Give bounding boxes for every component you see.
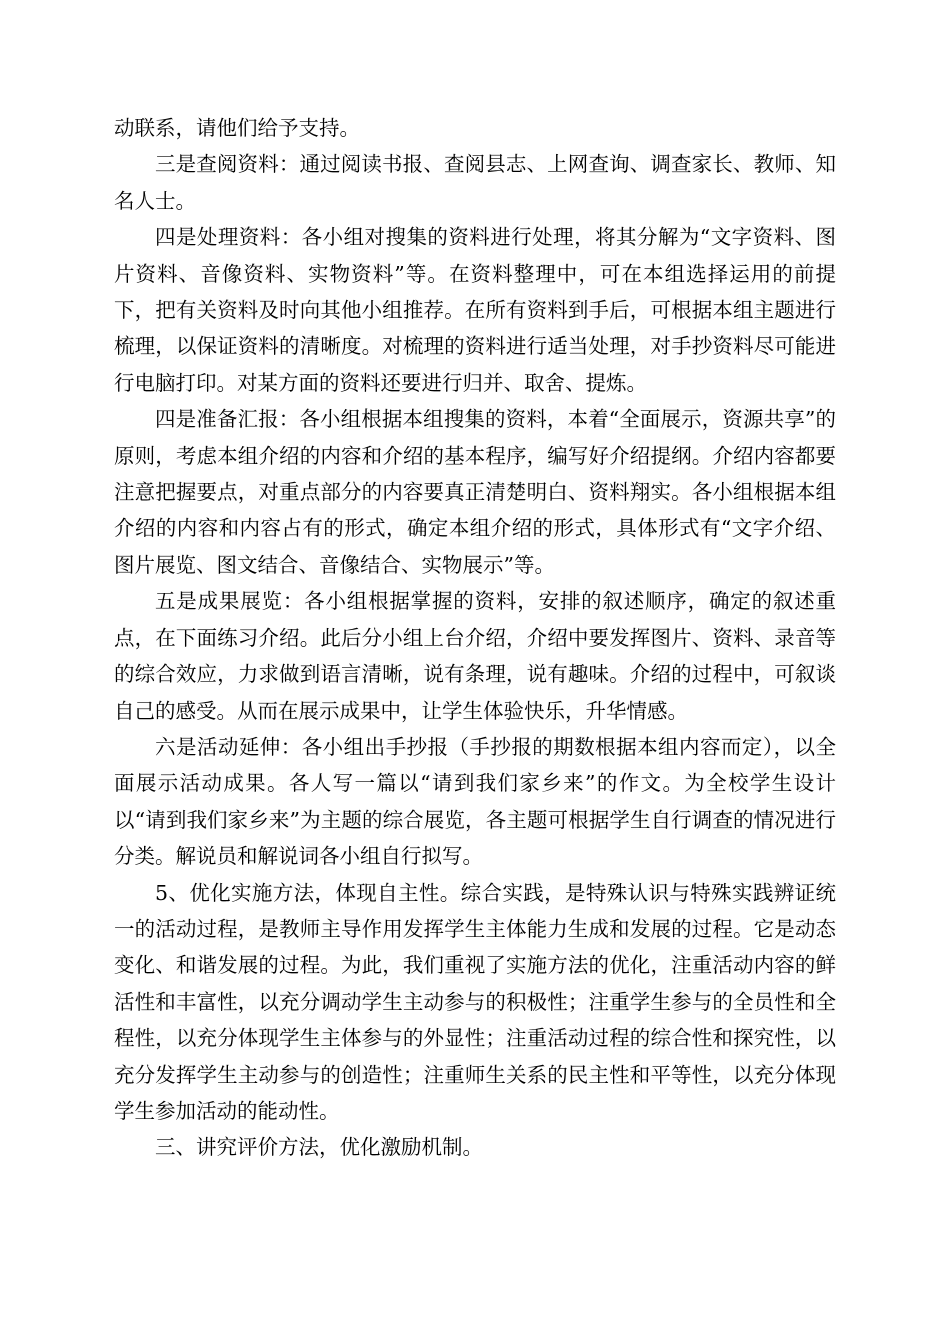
paragraph: 四是处理资料：各小组对搜集的资料进行处理，将其分解为“文字资料、图片资料、音像资料、实物资料”等。在资料整理中，可在本组选择运用的前提下，把有关资料及时向其他小组推荐。在所有资料到手后，可根据本组主题进行梳理，以保证资料的清晰度。对梳理的资料进行适当处理，对手抄资料尽可能进行电脑打印。对某方面的资料还要进行归并、取舍、提炼。: [114, 225, 836, 395]
section-heading: 三、讲究评价方法，优化激励机制。: [155, 1135, 483, 1160]
paragraph: 5、优化实施方法，体现自主性。综合实践，是特殊认识与特殊实践辨证统一的活动过程，是教师主导作用发挥学生主体能力生成和发展的过程。它是动态变化、和谐发展的过程。为此，我们重视了实施方法的优化，注重活动内容的鲜活性和丰富性，以充分调动学生主动参与的积极性；注重学生参与的全员性和全程性，以充分体现学生主体参与的外显性；注重活动过程的综合性和探究性，以充分发挥学生主动参与的创造性；注重师生关系的民主性和平等性，以充分体现学生参加活动的能动性。: [114, 880, 836, 1123]
paragraph: 三是查阅资料：通过阅读书报、查阅县志、上网查询、调查家长、教师、知名人士。: [114, 152, 836, 213]
paragraph: 四是准备汇报：各小组根据本组搜集的资料，本着“全面展示，资源共享”的原则，考虑本组介绍的内容和介绍的基本程序，编写好介绍提纲。介绍内容都要注意把握要点，对重点部分的内容要真正清楚明白、资料翔实。各小组根据本组介绍的内容和内容占有的形式，确定本组介绍的形式，具体形式有“文字介绍、图片展览、图文结合、音像结合、实物展示”等。: [114, 407, 836, 577]
paragraph: 动联系，请他们给予支持。: [114, 116, 360, 140]
paragraph: 六是活动延伸：各小组出手抄报（手抄报的期数根据本组内容而定），以全面展示活动成果。各人写一篇以“请到我们家乡来”的作文。为全校学生设计以“请到我们家乡来”为主题的综合展览，各主题可根据学生自行调查的情况进行分类。解说员和解说词各小组自行拟写。: [114, 734, 836, 869]
paragraph: 五是成果展览：各小组根据掌握的资料，安排的叙述顺序，确定的叙述重点，在下面练习介绍。此后分小组上台介绍，介绍中要发挥图片、资料、录音等的综合效应，力求做到语言清晰，说有条理，说有趣味。介绍的过程中，可叙谈自己的感受。从而在展示成果中，让学生体验快乐，升华情感。: [114, 589, 836, 723]
document-body: [114, 110, 836, 1166]
